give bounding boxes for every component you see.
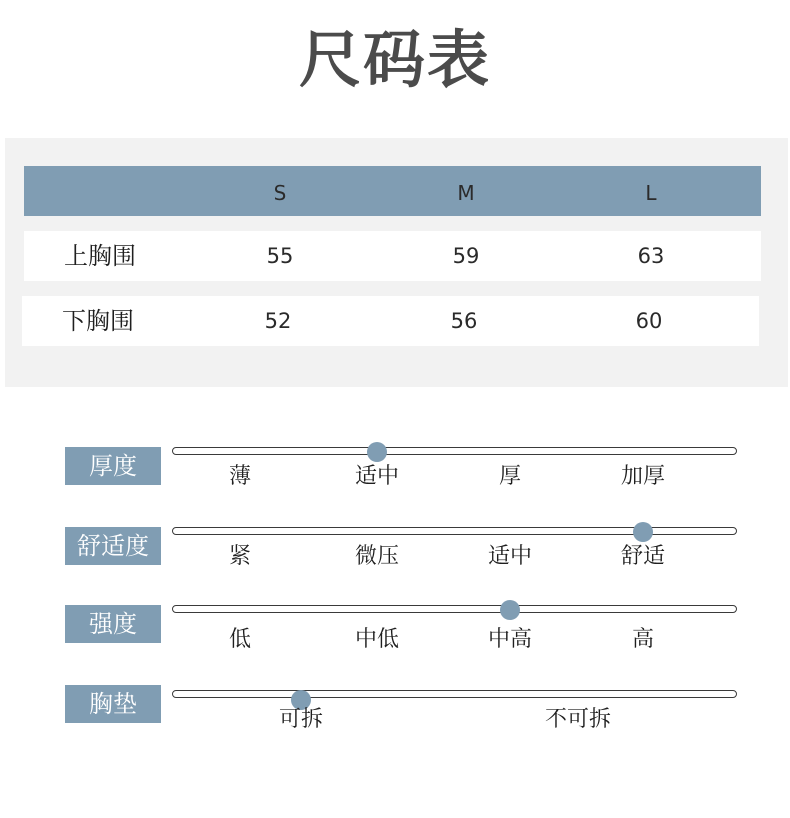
slider-option: 适中	[354, 464, 399, 489]
slider-option: 中高	[487, 627, 532, 652]
attribute-comfort	[0, 527, 790, 599]
slider-option: 适中	[487, 544, 532, 569]
column-header-l: L	[645, 181, 657, 205]
size-table-header	[24, 166, 761, 216]
column-header-m: M	[457, 181, 475, 205]
table-cell: 63	[637, 244, 665, 268]
attribute-chest-pad	[0, 685, 790, 757]
attribute-thickness	[0, 447, 790, 519]
attribute-label: 胸垫	[65, 685, 161, 723]
column-header-s: S	[273, 181, 287, 205]
table-cell: 55	[266, 244, 294, 268]
page-title: 尺码表	[298, 23, 491, 96]
slider-option: 中低	[354, 627, 399, 652]
slider-track	[172, 527, 737, 535]
slider-track	[172, 447, 737, 455]
slider-option: 可拆	[278, 707, 323, 732]
table-row	[22, 296, 759, 346]
slider-option: 加厚	[620, 464, 665, 489]
slider-option: 低	[228, 627, 251, 652]
row-label: 下胸围	[62, 307, 134, 335]
slider-track	[172, 690, 737, 698]
slider-option: 不可拆	[544, 707, 611, 732]
table-cell: 56	[450, 309, 478, 333]
slider-track	[172, 605, 737, 613]
slider-option: 薄	[228, 464, 251, 489]
slider-option: 微压	[354, 544, 399, 569]
table-row	[24, 231, 761, 281]
attribute-label: 舒适度	[65, 527, 161, 565]
slider-knob	[500, 600, 520, 620]
slider-option: 厚	[498, 464, 521, 489]
table-cell: 59	[452, 244, 480, 268]
attribute-label: 厚度	[65, 447, 161, 485]
slider-option: 高	[631, 627, 654, 652]
attribute-label: 强度	[65, 605, 161, 643]
table-cell: 60	[635, 309, 663, 333]
slider-option: 紧	[228, 544, 251, 569]
slider-knob	[633, 522, 653, 542]
attribute-strength	[0, 605, 790, 677]
slider-knob	[367, 442, 387, 462]
slider-option: 舒适	[620, 544, 665, 569]
row-label: 上胸围	[64, 242, 136, 270]
table-cell: 52	[264, 309, 292, 333]
